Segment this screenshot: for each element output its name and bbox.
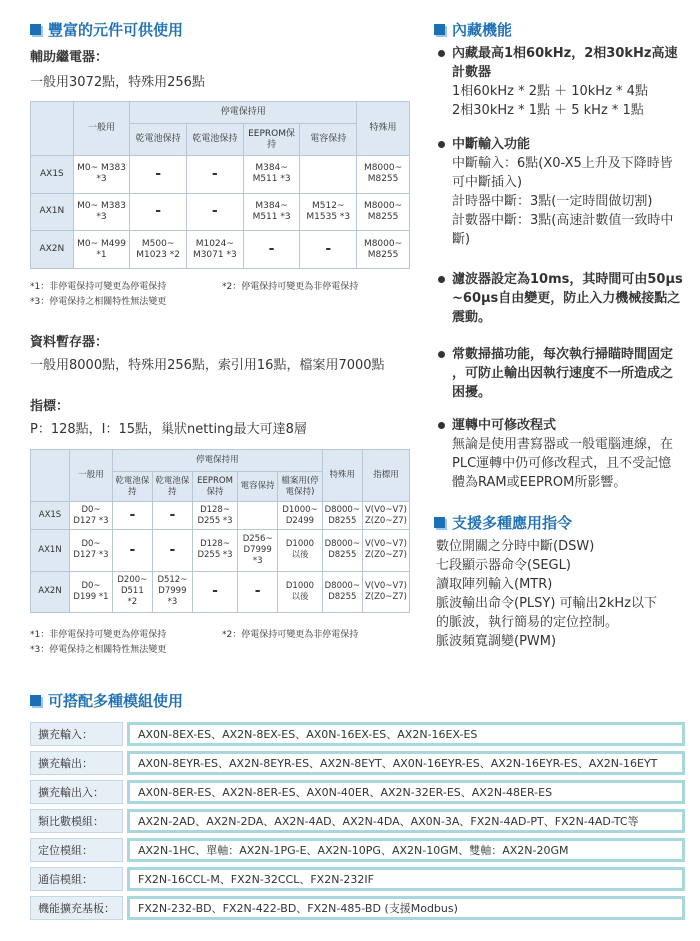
list-item: 類比數模組： AX2N-2AD、AX2N-2DA、AX2N-4AD、AX2N-4DA、AX0N-3A、FX2N-4AD-PT、FX2N-4AD-TC等 [30,809,685,833]
table-corner [31,450,70,502]
table-row: AX1S M0~ M383 *3 - - M384~ M511 *3 M8000~ M8255 [31,156,410,194]
th-battery: 乾電池保持 [130,124,187,156]
section-title-components: 豐富的元件可供使用 [30,19,183,40]
footnote-3: *3：停電保持之相關特性無法變更 [30,645,167,655]
bullet-icon [438,422,445,429]
list-item: 讀取陣列輸入(MTR) [436,577,553,592]
th-special: 特殊用 [357,102,410,156]
th-general: 一般用 [73,102,130,156]
th-power-retain: 停電保持用 [130,102,357,124]
list-item: 脈波頻寬調變(PWM) [436,634,557,649]
th-general: 一般用 [70,450,113,502]
feature-high-speed-counter: 內藏最高1相60kHz，2相30kHz高速 計數器 1相60kHz * 2點 ＋ 10kHz * 4點 2相30kHz * 1點 ＋ 5 kHz * 1點 [452,44,677,120]
list-item: 擴充輸出： AX0N-8EYR-ES、AX2N-8EYR-ES、AX2N-8EYT、AX0N-16EYR-ES、AX2N-16EYR-ES、AX2N-16EYT [30,751,685,775]
feature-filter: 濾波器設定為10ms，其時間可由50μs ~60μs自由變更，防止入力機械接點之 震動。 [452,270,683,327]
pointer-table [30,449,410,613]
aux-relay-table [30,101,410,269]
aux-relay-desc: 一般用3072點，特殊用256點 [30,75,205,90]
table-row: AX1N M0~ M383 *3 - - M384~ M511 *3 M512~ M1535 *3 M8000~ M8255 [31,193,410,231]
th-battery-2: 乾電池保持 [152,472,192,502]
list-item: 數位開關之分時中斷(DSW) [436,539,595,554]
feature-constant-scan: 常數掃描功能，每次執行掃瞄時間固定 ，可防止輸出因執行速度不一所造成之 困擾。 [452,345,673,402]
pointer-heading: 指標： [30,399,70,414]
footnote-1: *1：非停電保持可變更為停電保持 [30,630,167,640]
th-capacitor: 電容保持 [237,472,277,502]
th-capacitor: 電容保持 [300,124,357,156]
aux-relay-heading: 輔助繼電器： [30,50,109,65]
table-corner [31,102,74,156]
list-item: 的脈波，執行簡易的定位控制。 [436,615,619,630]
footnote-2: *2：停電保持可變更為非停電保持 [222,630,359,640]
section-title-builtin: 內藏機能 [434,19,512,40]
th-battery: 乾電池保持 [113,472,153,502]
bullet-icon [438,50,445,57]
bullet-icon [438,141,445,148]
data-register-heading: 資料暫存器： [30,335,109,350]
list-item: 擴充輸入： AX0N-8EX-ES、AX2N-8EX-ES、AX0N-16EX-ES、AX2N-16EX-ES [30,722,685,746]
th-index: 指標用 [362,450,409,502]
list-item: 通信模組： FX2N-16CCL-M、FX2N-32CCL、FX2N-232IF [30,867,685,891]
list-item: 擴充輸出入： AX0N-8ER-ES、AX2N-8ER-ES、AX0N-40ER、AX2N-32ER-ES、AX2N-48ER-ES [30,780,685,804]
square-bullet-icon [434,24,445,35]
footnote-1: *1：非停電保持可變更為停電保持 [30,282,167,292]
footnote-3: *3：停電保持之相關特性無法變更 [30,297,167,307]
bullet-icon [438,351,445,358]
th-battery-2: 乾電池保持 [186,124,243,156]
table-row: AX2N M0~ M499 *1 M500~ M1023 *2 M1024~ M3071 *3 - - M8000~ M8255 [31,231,410,269]
th-file: 檔案用(停電保持) [278,472,322,502]
instruction-list [436,537,657,651]
section-title-modules: 可搭配多種模組使用 [30,690,183,711]
table-row: AX2N D0~ D199 *1 D200~ D511 *2 D512~ D7999 *3 - - D1000 以後 D8000~ D8255 V(V0~V7) Z(Z0~Z7) [31,571,410,612]
data-register-desc: 一般用8000點，特殊用256點，索引用16點，檔案用7000點 [30,358,385,373]
list-item: 機能擴充基板： FX2N-232-BD、FX2N-422-BD、FX2N-485-BD (支援Modbus) [30,896,685,920]
list-item: 定位模組： AX2N-1HC、單軸：AX2N-1PG-E、AX2N-10PG、AX2N-10GM、雙軸：AX2N-20GM [30,838,685,862]
th-power-retain: 停電保持用 [113,450,323,472]
th-special: 特殊用 [322,450,362,502]
pointer-desc: P：128點，I：15點，巢狀netting最大可達8層 [30,422,307,437]
feature-online-edit: 運轉中可修改程式 無論是使用書寫器或一般電腦連線，在 PLC運轉中仍可修改程式，且不受記憶 體為RAM或EEPROM所影響。 [452,416,673,492]
square-bullet-icon [30,24,41,35]
module-list [30,722,685,925]
list-item: 七段顯示器命令(SEGL) [436,558,571,573]
square-bullet-icon [30,695,41,706]
square-bullet-icon [434,517,445,528]
list-item: 脈波輸出命令(PLSY) 可輸出2kHz以下 [436,596,657,611]
feature-interrupt-input: 中斷輸入功能 中斷輸入：6點(X0-X5上升及下降時皆 可中斷插入) 計時器中斷：3點(一定時間做切割) 計數器中斷：3點(高速計數值一致時中 斷) [452,135,673,249]
bullet-icon [438,276,445,283]
th-eeprom: EEPROM保持 [243,124,300,156]
table-row: AX1S D0~ D127 *3 - - D128~ D255 *3 D1000~ D2499 D8000~ D8255 V(V0~V7) Z(Z0~Z7) [31,502,410,530]
table-row: AX1N D0~ D127 *3 - - D128~ D255 *3 D256~ D7999 *3 D1000 以後 D8000~ D8255 V(V0~V7) Z(Z0~Z7) [31,530,410,571]
footnote-2: *2：停電保持可變更為非停電保持 [222,282,359,292]
th-eeprom: EEPROM保持 [193,472,238,502]
section-title-instructions: 支援多種應用指令 [434,512,572,533]
